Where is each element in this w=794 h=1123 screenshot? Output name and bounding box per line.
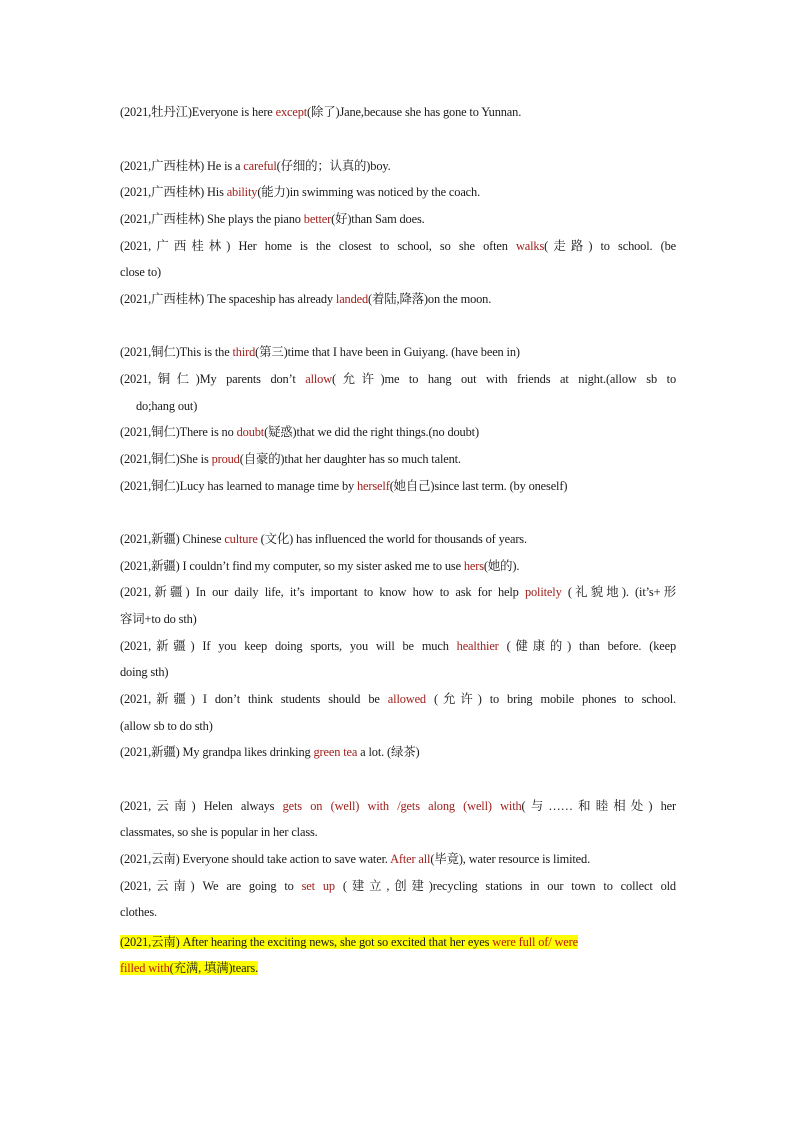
sentence-line: (2021,新疆) My grandpa likes drinking green tea a lot. (绿茶) (120, 745, 420, 759)
answer-word: filled with (120, 961, 170, 975)
answer-word: hers (463, 559, 484, 573)
answer-word: ability (226, 185, 258, 199)
answer-word: proud (211, 452, 240, 466)
sentence-line: (2021,铜仁)Lucy has learned to manage time by herself(她自己)since last term. (by oneself) (120, 479, 568, 493)
answer-word: walks (515, 239, 545, 253)
answer-word: healthier (456, 639, 499, 653)
answer-word: doubt (236, 425, 265, 439)
sentence-line: (2021,铜仁)This is the third(第三)time that I have been in Guiyang. (have been in) (120, 345, 520, 359)
answer-word: allow (305, 372, 333, 386)
sentence-line: (2021,牡丹江)Everyone is here except(除了)Jane,because she has gone to Yunnan. (120, 105, 522, 119)
sentence-continuation: do;hang out) (136, 399, 198, 413)
answer-word: except (275, 105, 308, 119)
sentence-continuation: 容词+to do sth) (120, 612, 197, 626)
highlighted-sentence-line: filled with(充满, 填满)tears. (120, 961, 259, 975)
sentence-line: (2021,铜仁)My parents don’t allow(允许)me to hang out with friends at night.(allow sb to (120, 372, 676, 386)
answer-word: third (232, 345, 256, 359)
answer-word: better (303, 212, 332, 226)
answer-word: set up (301, 879, 335, 893)
sentence-line: (2021,广西桂林) She plays the piano better(好)than Sam does. (120, 212, 425, 226)
sentence-line: (2021,广西桂林) The spaceship has already landed(着陆,降落)on the moon. (120, 292, 492, 306)
answer-word: politely (524, 585, 562, 599)
sentence-line: (2021,铜仁)She is proud(自豪的)that her daughter has so much talent. (120, 452, 461, 466)
answer-word: green tea (313, 745, 358, 759)
answer-word: allowed (387, 692, 426, 706)
answer-word: herself (357, 479, 390, 493)
sentence-line: (2021,广西桂林) He is a careful(仔细的；认真的)boy. (120, 159, 391, 173)
sentence-line: (2021,云南) Helen always gets on (well) with /gets along (well) with(与……和睦相处) her (120, 799, 676, 813)
sentence-line: (2021,新疆) If you keep doing sports, you will be much healthier (健康的) than before. (keep (120, 639, 676, 653)
answer-word: culture (224, 532, 258, 546)
sentence-line: (2021,新疆) I don’t think students should be allowed (允许) to bring mobile phones to school. (120, 692, 677, 706)
sentence-line: (2021,新疆) I couldn’t find my computer, so my sister asked me to use hers(她的). (120, 559, 520, 573)
answer-word: gets on (well) with /gets along (well) with (282, 799, 522, 813)
sentence-line: (2021,新疆) In our daily life, it’s important to know how to ask for help politely (礼貌地). (it’s+形 (120, 585, 676, 599)
sentence-line: (2021,铜仁)There is no doubt(疑惑)that we did the right things.(no doubt) (120, 425, 479, 439)
answer-word: careful (243, 159, 277, 173)
sentence-continuation: doing sth) (120, 665, 169, 679)
sentence-line: (2021,广西桂林) Her home is the closest to school, so she often walks(走路) to school. (be (120, 239, 677, 253)
sentence-continuation: close to) (120, 265, 161, 279)
answer-word: landed (335, 292, 369, 306)
sentence-line: (2021,新疆) Chinese culture (文化) has influenced the world for thousands of years. (120, 532, 527, 546)
sentence-line: (2021,云南) Everyone should take action to save water. After all(毕竟), water resource is limited. (120, 852, 591, 866)
highlighted-sentence-line: (2021,云南) After hearing the exciting news, she got so excited that her eyes were full of/ were (120, 935, 578, 949)
sentence-continuation: clothes. (120, 905, 157, 919)
sentence-line: (2021,广西桂林) His ability(能力)in swimming was noticed by the coach. (120, 185, 481, 199)
sentence-continuation: (allow sb to do sth) (120, 719, 213, 733)
sentence-line: (2021,云南) We are going to set up (建立,创建)recycling stations in our town to collect old (120, 879, 676, 893)
answer-word: were full of/ were (492, 935, 578, 949)
sentence-continuation: classmates, so she is popular in her class. (120, 825, 318, 839)
answer-word: After all (390, 852, 431, 866)
